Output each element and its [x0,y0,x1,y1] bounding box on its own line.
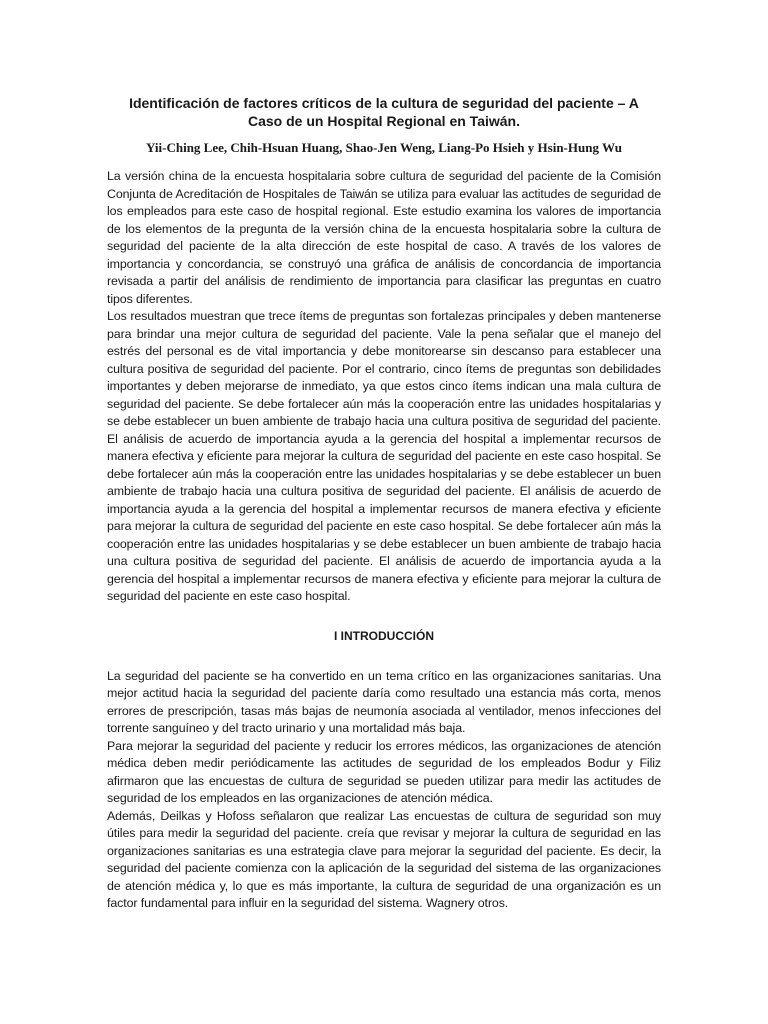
abstract [107,168,661,606]
abstract-paragraph-2: Los resultados muestran que trece ítems de preguntas son fortalezas principales y deben mantenerse para brindar una mejor cultura de seguridad del paciente. Vale la pena señalar que el manejo del estrés del personal es de vital importancia y debe monitorearse sin descanso para establecer una cultura positiva de seguridad del paciente. Por el contrario, cinco ítems de preguntas son debilidades importantes y deben mejorarse de inmediato, ya que estos cinco ítems indican una mala cultura de seguridad del paciente. Se debe fortalecer aún más la cooperación entre las unidades hospitalarias y se debe establecer un buen ambiente de trabajo hacia una cultura positiva de seguridad del paciente. El análisis de acuerdo de importancia ayuda a la gerencia del hospital a implementar recursos de manera efectiva y eficiente para mejorar la cultura de seguridad del paciente en este caso hospital. Se debe fortalecer aún más la cooperación entre las unidades hospitalarias y se debe establecer un buen ambiente de trabajo hacia una cultura positiva de seguridad del paciente. El análisis de acuerdo de importancia ayuda a la gerencia del hospital a implementar recursos de manera efectiva y eficiente para mejorar la cultura de seguridad del paciente en este caso hospital. Se debe fortalecer aún más la cooperación entre las unidades hospitalarias y se debe establecer un buen ambiente de trabajo hacia una cultura positiva de seguridad del paciente. El análisis de acuerdo de importancia ayuda a la gerencia del hospital a implementar recursos de manera efectiva y eficiente para mejorar la cultura de seguridad del paciente en este caso hospital. [107,309,661,603]
introduction-paragraph-2: Para mejorar la seguridad del paciente y reducir los errores médicos, las organizaciones de atención médica deben medir periódicamente las actitudes de seguridad de los empleados Bodur y Filiz afirmaron que las encuestas de cultura de seguridad se pueden utilizar para medir las actitudes de seguridad de los empleados en las organizaciones de atención médica. [107,738,661,805]
abstract-paragraph-1: La versión china de la encuesta hospitalaria sobre cultura de seguridad del paciente de la Comisión Conjunta de Acreditación de Hospitales de Taiwán se utiliza para evaluar las actitudes de seguridad de los empleados para este caso de hospital regional. Este estudio examina los valores de importancia de los elementos de la pregunta de la versión china de la encuesta hospitalaria sobre la cultura de seguridad del paciente de la alta dirección de este hospital de caso. A través de los valores de importancia y concordancia, se construyó una gráfica de análisis de concordancia de importancia revisada a partir del análisis de rendimiento de importancia para clasificar las preguntas en cuatro tipos diferentes. [107,169,661,306]
paper-title-line-1: Identificación de factores críticos de la cultura de seguridad del paciente – A [129,95,639,111]
section-heading-introduction: I INTRODUCCIÓN [334,628,434,643]
document-page [107,94,661,913]
paper-authors: Yii-Ching Lee, Chih-Hsuan Huang, Shao-Jen Weng, Liang-Po Hsieh y Hsin-Hung Wu [146,140,622,155]
paper-title [107,94,661,130]
paper-title-line-2: Caso de un Hospital Regional en Taiwán. [247,113,520,129]
introduction-paragraph-3: Además, Deilkas y Hofoss señalaron que realizar Las encuestas de cultura de seguridad son muy útiles para medir la seguridad del paciente. creía que revisar y mejorar la cultura de seguridad en las organizaciones sanitarias es una estrategia clave para mejorar la seguridad del paciente. Es decir, la seguridad del paciente comienza con la aplicación de la seguridad del sistema de las organizaciones de atención médica y, lo que es más importante, la cultura de seguridad de una organización es un factor fundamental para influir en la seguridad del sistema. Wagnery otros. [107,808,661,910]
introduction-body [107,668,661,913]
introduction-paragraph-1: La seguridad del paciente se ha convertido en un tema crítico en las organizaciones sanitarias. Una mejor actitud hacia la seguridad del paciente daría como resultado una estancia más corta, menos errores de prescripción, tasas más bajas de neumonía asociada al ventilador, menos infecciones del torrente sanguíneo y del tracto urinario y una mortalidad más baja. [107,668,661,735]
